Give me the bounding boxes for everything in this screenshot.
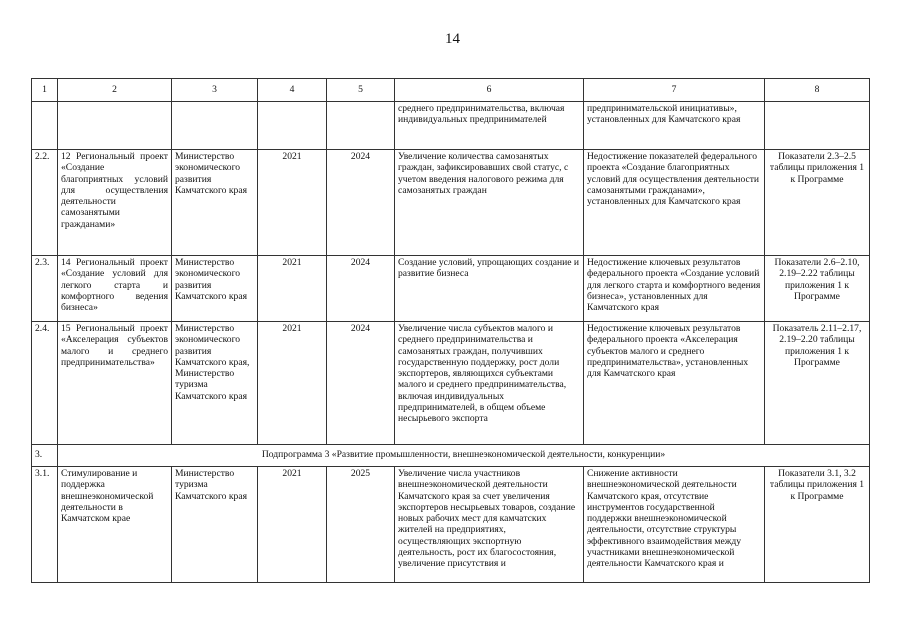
row-number: 2.3.	[32, 256, 58, 322]
executor: Министерство туризма Камчатского края	[172, 467, 258, 583]
header-cell: 5	[327, 79, 395, 102]
subprogram-title: Подпрограмма 3 «Развитие промышленности, внешнеэкономической деятельности, конкуренции»	[58, 445, 870, 467]
expected-result: Увеличение количества самозанятых граждан, зафиксировавших свой статус, с учетом введения налогового режима для самозанятых граждан	[395, 150, 584, 256]
indicators-link: Показатели 2.3–2.5 таблицы приложения 1 к Программе	[765, 150, 870, 256]
row-number	[32, 102, 58, 150]
row-number: 2.2.	[32, 150, 58, 256]
executor: Министерство экономического развития Камчатского края, Министерство туризма Камчатского края	[172, 322, 258, 445]
non-implementation-consequence: Недостижение ключевых результатов федерального проекта «Создание условий для легкого старта и комфортного ведения бизнеса», установленных для Камчатского края	[584, 256, 765, 322]
table-row	[32, 102, 870, 150]
executor: Министерство экономического развития Камчатского края	[172, 150, 258, 256]
end-year: 2025	[327, 467, 395, 583]
row-number: 3.1.	[32, 467, 58, 583]
header-cell: 4	[258, 79, 327, 102]
start-year: 2021	[258, 256, 327, 322]
header-row	[32, 79, 870, 102]
end-year: 2024	[327, 256, 395, 322]
executor: Министерство экономического развития Камчатского края	[172, 256, 258, 322]
table-row	[32, 467, 870, 583]
row-number: 2.4.	[32, 322, 58, 445]
expected-result: Увеличение числа участников внешнеэкономической деятельности Камчатского края за счет увеличения экспортеров несырьевых товаров, создание новых рабочих мест для камчатских жителей на предприятиях, осуществляющих экспортную деятельность, рост их благосостояния, увеличение присутствия и	[395, 467, 584, 583]
end-year: 2024	[327, 322, 395, 445]
measure-name: 15 Региональный проект «Акселерация субъектов малого и среднего предпринимательства»	[58, 322, 172, 445]
non-implementation-consequence: Недостижение ключевых результатов федерального проекта «Акселерация субъектов малого и среднего предпринимательства», установленных для Камчатского края	[584, 322, 765, 445]
header-cell: 3	[172, 79, 258, 102]
end-year	[327, 102, 395, 150]
page-number: 14	[445, 31, 460, 47]
indicators-link: Показатель 2.11–2.17, 2.19–2.20 таблицы приложения 1 к Программе	[765, 322, 870, 445]
header-cell: 2	[58, 79, 172, 102]
measure-name: Стимулирование и поддержка внешнеэкономической деятельности в Камчатском крае	[58, 467, 172, 583]
end-year: 2024	[327, 150, 395, 256]
start-year: 2021	[258, 467, 327, 583]
start-year: 2021	[258, 150, 327, 256]
non-implementation-consequence: Снижение активности внешнеэкономической деятельности Камчатского края, отсутствие инструментов государственной поддержки внешнеэкономической деятельности, отсутствие структуры эффективного взаимодействия между участниками внешнеэкономической деятельности Камчатского края и	[584, 467, 765, 583]
executor	[172, 102, 258, 150]
expected-result: среднего предпринимательства, включая индивидуальных предпринимателей	[395, 102, 584, 150]
row-number: 3.	[32, 445, 58, 467]
start-year: 2021	[258, 322, 327, 445]
non-implementation-consequence: предпринимательской инициативы», установленных для Камчатского края	[584, 102, 765, 150]
indicators-link: Показатели 3.1, 3.2 таблицы приложения 1 к Программе	[765, 467, 870, 583]
indicators-link: Показатели 2.6–2.10, 2.19–2.22 таблицы приложения 1 к Программе	[765, 256, 870, 322]
measure-name: 14 Региональный проект «Создание условий для легкого старта и комфортного ведения бизнеса»	[58, 256, 172, 322]
measure-name	[58, 102, 172, 150]
header-cell: 8	[765, 79, 870, 102]
non-implementation-consequence: Недостижение показателей федерального проекта «Создание благоприятных условий для осуществления деятельности самозанятыми гражданами», установленных для Камчатского края	[584, 150, 765, 256]
table-row	[32, 322, 870, 445]
start-year	[258, 102, 327, 150]
expected-result: Создание условий, упрощающих создание и развитие бизнеса	[395, 256, 584, 322]
table-row	[32, 150, 870, 256]
header-cell: 1	[32, 79, 58, 102]
header-cell: 7	[584, 79, 765, 102]
header-cell: 6	[395, 79, 584, 102]
subprogram-row	[32, 445, 870, 467]
indicators-link	[765, 102, 870, 150]
expected-result: Увеличение числа субъектов малого и среднего предпринимательства и самозанятых граждан, получивших государственную поддержку, рост доли экспортеров, являющихся субъектами малого и среднего предпринимательства, включая индивидуальных предпринимателей, в общем объеме несырьевого экспорта	[395, 322, 584, 445]
measure-name: 12 Региональный проект «Создание благоприятных условий для осуществления деятельности самозанятыми гражданами»	[58, 150, 172, 256]
program-table	[31, 78, 870, 583]
table-row	[32, 256, 870, 322]
